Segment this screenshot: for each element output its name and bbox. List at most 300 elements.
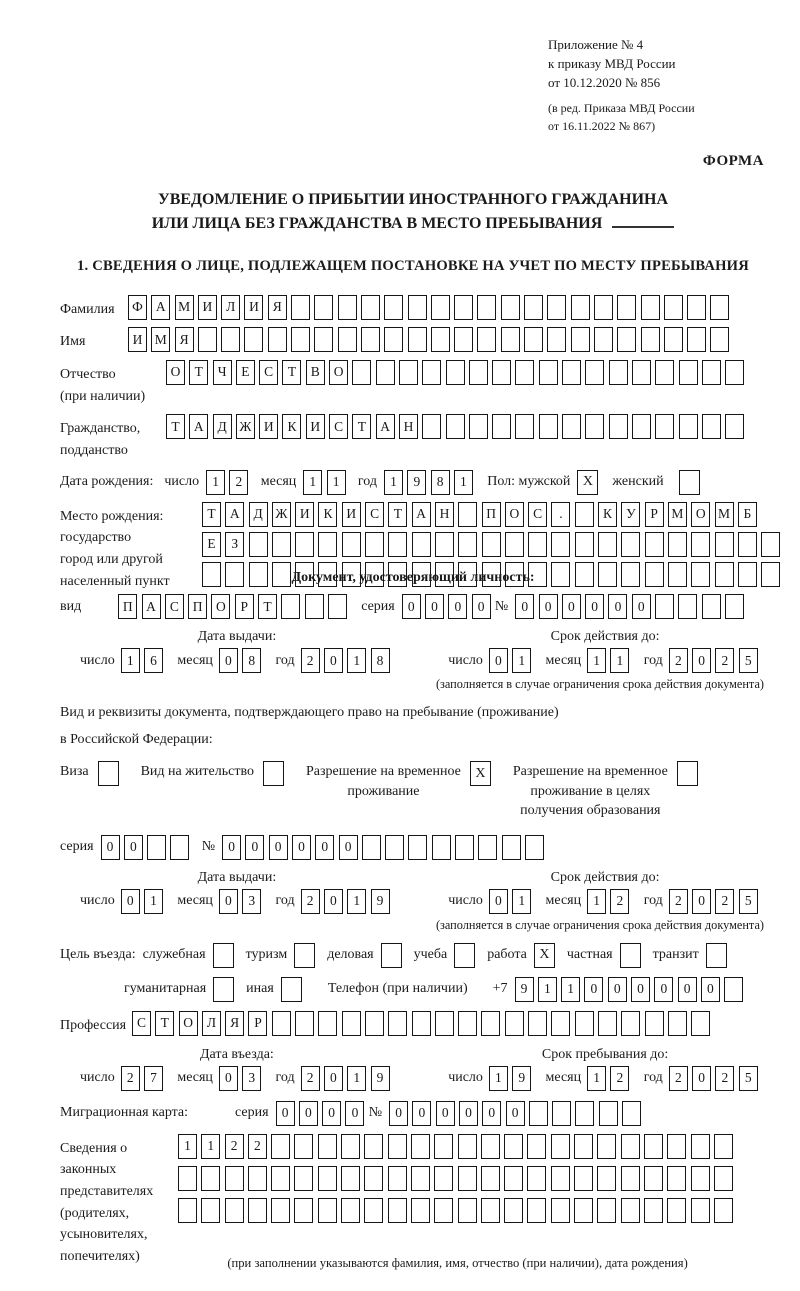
char-cell[interactable]	[469, 414, 488, 439]
char-cell[interactable]: Т	[388, 502, 407, 527]
purpose-study-checkbox[interactable]	[454, 943, 475, 968]
char-cell[interactable]: О	[166, 360, 185, 385]
char-cell[interactable]	[201, 1166, 220, 1191]
char-cell[interactable]: Р	[645, 502, 664, 527]
char-cell[interactable]	[691, 562, 710, 587]
char-cell[interactable]: У	[621, 502, 640, 527]
char-cell[interactable]	[574, 1134, 593, 1159]
char-cell[interactable]	[492, 414, 511, 439]
char-cell[interactable]	[668, 562, 687, 587]
char-cell[interactable]	[338, 295, 357, 320]
char-cell[interactable]	[388, 1134, 407, 1159]
char-cell[interactable]: 0	[692, 889, 711, 914]
char-cell[interactable]	[362, 835, 381, 860]
char-cell[interactable]: 0	[324, 1066, 343, 1091]
char-cell[interactable]: 1	[347, 648, 366, 673]
char-cell[interactable]	[411, 1198, 430, 1223]
char-cell[interactable]	[364, 1198, 383, 1223]
char-cell[interactable]	[435, 1011, 454, 1036]
char-cell[interactable]: 0	[124, 835, 143, 860]
char-cell[interactable]	[525, 835, 544, 860]
char-cell[interactable]: 2	[715, 889, 734, 914]
char-cell[interactable]: 0	[436, 1101, 455, 1126]
char-cell[interactable]	[412, 1011, 431, 1036]
char-cell[interactable]: Ф	[128, 295, 147, 320]
char-cell[interactable]	[691, 1134, 710, 1159]
char-cell[interactable]: И	[259, 414, 278, 439]
char-cell[interactable]	[551, 1134, 570, 1159]
char-cell[interactable]: С	[259, 360, 278, 385]
char-cell[interactable]	[178, 1198, 197, 1223]
char-cell[interactable]	[221, 327, 240, 352]
char-cell[interactable]: 0	[412, 1101, 431, 1126]
char-cell[interactable]	[621, 532, 640, 557]
char-cell[interactable]	[318, 1198, 337, 1223]
char-cell[interactable]: С	[528, 502, 547, 527]
char-cell[interactable]: 1	[347, 889, 366, 914]
char-cell[interactable]	[271, 1166, 290, 1191]
char-cell[interactable]	[621, 1011, 640, 1036]
char-cell[interactable]	[761, 532, 780, 557]
char-cell[interactable]	[201, 1198, 220, 1223]
char-cell[interactable]: 3	[242, 1066, 261, 1091]
char-cell[interactable]	[388, 1011, 407, 1036]
char-cell[interactable]	[527, 1198, 546, 1223]
char-cell[interactable]	[294, 1198, 313, 1223]
char-cell[interactable]	[714, 1134, 733, 1159]
char-cell[interactable]	[365, 1011, 384, 1036]
char-cell[interactable]	[411, 1166, 430, 1191]
char-cell[interactable]: 1	[206, 470, 225, 495]
char-cell[interactable]	[632, 360, 651, 385]
char-cell[interactable]	[702, 360, 721, 385]
char-cell[interactable]: 0	[425, 594, 444, 619]
char-cell[interactable]: 5	[739, 648, 758, 673]
char-cell[interactable]	[691, 1166, 710, 1191]
char-cell[interactable]: 2	[610, 1066, 629, 1091]
char-cell[interactable]: 0	[632, 594, 651, 619]
char-cell[interactable]	[562, 360, 581, 385]
char-cell[interactable]: 0	[585, 594, 604, 619]
option-temp-residence-checkbox[interactable]: X	[470, 761, 491, 786]
char-cell[interactable]	[641, 327, 660, 352]
char-cell[interactable]	[524, 295, 543, 320]
char-cell[interactable]	[361, 295, 380, 320]
char-cell[interactable]	[271, 1134, 290, 1159]
char-cell[interactable]: 0	[506, 1101, 525, 1126]
char-cell[interactable]	[291, 327, 310, 352]
char-cell[interactable]	[294, 1166, 313, 1191]
char-cell[interactable]: А	[412, 502, 431, 527]
char-cell[interactable]	[551, 562, 570, 587]
char-cell[interactable]: 0	[322, 1101, 341, 1126]
char-cell[interactable]	[501, 327, 520, 352]
char-cell[interactable]: Т	[202, 502, 221, 527]
char-cell[interactable]	[641, 295, 660, 320]
char-cell[interactable]	[431, 327, 450, 352]
char-cell[interactable]	[202, 562, 221, 587]
char-cell[interactable]	[551, 1166, 570, 1191]
char-cell[interactable]	[268, 327, 287, 352]
char-cell[interactable]: 0	[448, 594, 467, 619]
char-cell[interactable]	[225, 1198, 244, 1223]
char-cell[interactable]	[714, 1166, 733, 1191]
char-cell[interactable]: 1	[201, 1134, 220, 1159]
char-cell[interactable]	[458, 532, 477, 557]
char-cell[interactable]	[644, 1166, 663, 1191]
char-cell[interactable]	[376, 360, 395, 385]
char-cell[interactable]	[477, 295, 496, 320]
char-cell[interactable]: Т	[155, 1011, 174, 1036]
char-cell[interactable]: 0	[654, 977, 673, 1002]
char-cell[interactable]: 1	[454, 470, 473, 495]
char-cell[interactable]: Н	[435, 502, 454, 527]
char-cell[interactable]	[539, 360, 558, 385]
char-cell[interactable]: 2	[610, 889, 629, 914]
char-cell[interactable]	[341, 1134, 360, 1159]
char-cell[interactable]: М	[175, 295, 194, 320]
char-cell[interactable]: Л	[221, 295, 240, 320]
char-cell[interactable]	[667, 1198, 686, 1223]
char-cell[interactable]	[248, 1198, 267, 1223]
char-cell[interactable]: 8	[371, 648, 390, 673]
char-cell[interactable]: 0	[402, 594, 421, 619]
char-cell[interactable]	[408, 835, 427, 860]
char-cell[interactable]	[248, 1166, 267, 1191]
purpose-private-checkbox[interactable]	[620, 943, 641, 968]
char-cell[interactable]	[710, 327, 729, 352]
char-cell[interactable]: 0	[631, 977, 650, 1002]
char-cell[interactable]	[655, 594, 674, 619]
char-cell[interactable]	[454, 327, 473, 352]
char-cell[interactable]	[318, 532, 337, 557]
char-cell[interactable]	[609, 414, 628, 439]
char-cell[interactable]	[527, 1166, 546, 1191]
char-cell[interactable]	[385, 835, 404, 860]
char-cell[interactable]: 1	[121, 648, 140, 673]
char-cell[interactable]: 0	[324, 889, 343, 914]
char-cell[interactable]	[342, 1011, 361, 1036]
char-cell[interactable]: 9	[371, 1066, 390, 1091]
char-cell[interactable]: 1	[489, 1066, 508, 1091]
char-cell[interactable]	[364, 1166, 383, 1191]
char-cell[interactable]	[408, 327, 427, 352]
char-cell[interactable]	[715, 562, 734, 587]
char-cell[interactable]	[384, 295, 403, 320]
char-cell[interactable]: 2	[715, 1066, 734, 1091]
char-cell[interactable]	[318, 1011, 337, 1036]
char-cell[interactable]: 1	[327, 470, 346, 495]
char-cell[interactable]: 0	[315, 835, 334, 860]
char-cell[interactable]	[667, 1166, 686, 1191]
char-cell[interactable]: Т	[189, 360, 208, 385]
char-cell[interactable]: О	[505, 502, 524, 527]
char-cell[interactable]	[528, 1011, 547, 1036]
char-cell[interactable]: 0	[276, 1101, 295, 1126]
char-cell[interactable]: 8	[431, 470, 450, 495]
char-cell[interactable]: 1	[561, 977, 580, 1002]
char-cell[interactable]	[225, 562, 244, 587]
char-cell[interactable]	[481, 1134, 500, 1159]
char-cell[interactable]: Я	[225, 1011, 244, 1036]
char-cell[interactable]	[524, 327, 543, 352]
char-cell[interactable]	[645, 532, 664, 557]
char-cell[interactable]: С	[132, 1011, 151, 1036]
char-cell[interactable]: К	[318, 502, 337, 527]
char-cell[interactable]: 0	[608, 594, 627, 619]
char-cell[interactable]: 0	[219, 648, 238, 673]
char-cell[interactable]: 0	[324, 648, 343, 673]
char-cell[interactable]	[408, 295, 427, 320]
char-cell[interactable]	[575, 1011, 594, 1036]
char-cell[interactable]	[435, 532, 454, 557]
char-cell[interactable]	[502, 835, 521, 860]
char-cell[interactable]	[645, 562, 664, 587]
char-cell[interactable]: П	[118, 594, 137, 619]
char-cell[interactable]: 0	[292, 835, 311, 860]
char-cell[interactable]	[455, 835, 474, 860]
char-cell[interactable]: 1	[303, 470, 322, 495]
char-cell[interactable]	[411, 1134, 430, 1159]
char-cell[interactable]: В	[306, 360, 325, 385]
char-cell[interactable]	[621, 562, 640, 587]
char-cell[interactable]: 2	[225, 1134, 244, 1159]
char-cell[interactable]: П	[188, 594, 207, 619]
char-cell[interactable]: 0	[222, 835, 241, 860]
char-cell[interactable]	[271, 1198, 290, 1223]
purpose-work-checkbox[interactable]: X	[534, 943, 555, 968]
char-cell[interactable]: А	[376, 414, 395, 439]
char-cell[interactable]: 0	[701, 977, 720, 1002]
char-cell[interactable]: И	[244, 295, 263, 320]
char-cell[interactable]: А	[225, 502, 244, 527]
char-cell[interactable]: Н	[399, 414, 418, 439]
char-cell[interactable]: 9	[515, 977, 534, 1002]
char-cell[interactable]: П	[482, 502, 501, 527]
char-cell[interactable]	[597, 1134, 616, 1159]
char-cell[interactable]	[655, 360, 674, 385]
char-cell[interactable]: К	[598, 502, 617, 527]
char-cell[interactable]: 1	[178, 1134, 197, 1159]
char-cell[interactable]	[571, 327, 590, 352]
char-cell[interactable]	[432, 835, 451, 860]
char-cell[interactable]	[477, 327, 496, 352]
char-cell[interactable]: 7	[144, 1066, 163, 1091]
char-cell[interactable]: Д	[213, 414, 232, 439]
char-cell[interactable]	[594, 327, 613, 352]
char-cell[interactable]: 9	[371, 889, 390, 914]
char-cell[interactable]	[655, 414, 674, 439]
char-cell[interactable]	[314, 295, 333, 320]
char-cell[interactable]	[365, 532, 384, 557]
char-cell[interactable]	[478, 835, 497, 860]
char-cell[interactable]	[388, 1166, 407, 1191]
char-cell[interactable]	[458, 1011, 477, 1036]
char-cell[interactable]: 5	[739, 1066, 758, 1091]
char-cell[interactable]: 0	[515, 594, 534, 619]
char-cell[interactable]: 0	[269, 835, 288, 860]
char-cell[interactable]: 0	[562, 594, 581, 619]
char-cell[interactable]: О	[211, 594, 230, 619]
char-cell[interactable]	[585, 414, 604, 439]
char-cell[interactable]	[609, 360, 628, 385]
char-cell[interactable]	[691, 1011, 710, 1036]
char-cell[interactable]: Ж	[236, 414, 255, 439]
sex-male-checkbox[interactable]: X	[577, 470, 598, 495]
char-cell[interactable]	[481, 1011, 500, 1036]
char-cell[interactable]: Б	[738, 502, 757, 527]
char-cell[interactable]: 1	[538, 977, 557, 1002]
char-cell[interactable]: 1	[512, 648, 531, 673]
char-cell[interactable]: 0	[219, 1066, 238, 1091]
char-cell[interactable]	[295, 1011, 314, 1036]
char-cell[interactable]	[724, 977, 743, 1002]
char-cell[interactable]	[710, 295, 729, 320]
char-cell[interactable]: 0	[101, 835, 120, 860]
char-cell[interactable]	[272, 1011, 291, 1036]
purpose-official-checkbox[interactable]	[213, 943, 234, 968]
char-cell[interactable]: А	[189, 414, 208, 439]
char-cell[interactable]: 2	[669, 889, 688, 914]
char-cell[interactable]	[551, 1011, 570, 1036]
char-cell[interactable]: А	[142, 594, 161, 619]
char-cell[interactable]	[539, 414, 558, 439]
char-cell[interactable]	[644, 1134, 663, 1159]
char-cell[interactable]	[738, 532, 757, 557]
char-cell[interactable]: И	[295, 502, 314, 527]
char-cell[interactable]	[352, 360, 371, 385]
char-cell[interactable]: 0	[245, 835, 264, 860]
purpose-other-checkbox[interactable]	[281, 977, 302, 1002]
char-cell[interactable]	[702, 414, 721, 439]
char-cell[interactable]: 2	[121, 1066, 140, 1091]
char-cell[interactable]: 9	[512, 1066, 531, 1091]
char-cell[interactable]	[687, 295, 706, 320]
char-cell[interactable]: 2	[715, 648, 734, 673]
char-cell[interactable]	[361, 327, 380, 352]
char-cell[interactable]: А	[151, 295, 170, 320]
char-cell[interactable]	[575, 532, 594, 557]
purpose-transit-checkbox[interactable]	[706, 943, 727, 968]
char-cell[interactable]: Т	[258, 594, 277, 619]
char-cell[interactable]	[481, 1198, 500, 1223]
char-cell[interactable]	[621, 1166, 640, 1191]
char-cell[interactable]	[422, 360, 441, 385]
char-cell[interactable]: 0	[489, 648, 508, 673]
char-cell[interactable]	[598, 562, 617, 587]
char-cell[interactable]	[295, 532, 314, 557]
char-cell[interactable]	[291, 295, 310, 320]
char-cell[interactable]: С	[329, 414, 348, 439]
char-cell[interactable]: О	[691, 502, 710, 527]
char-cell[interactable]	[664, 295, 683, 320]
char-cell[interactable]	[575, 562, 594, 587]
char-cell[interactable]: .	[551, 502, 570, 527]
char-cell[interactable]: 0	[339, 835, 358, 860]
char-cell[interactable]	[715, 532, 734, 557]
char-cell[interactable]: 2	[229, 470, 248, 495]
char-cell[interactable]: 0	[299, 1101, 318, 1126]
char-cell[interactable]: 6	[144, 648, 163, 673]
char-cell[interactable]: 3	[242, 889, 261, 914]
char-cell[interactable]: 0	[389, 1101, 408, 1126]
char-cell[interactable]: 5	[739, 889, 758, 914]
char-cell[interactable]	[679, 360, 698, 385]
char-cell[interactable]	[622, 1101, 641, 1126]
char-cell[interactable]	[482, 532, 501, 557]
char-cell[interactable]	[244, 327, 263, 352]
char-cell[interactable]	[446, 360, 465, 385]
char-cell[interactable]	[431, 295, 450, 320]
char-cell[interactable]: 1	[144, 889, 163, 914]
char-cell[interactable]	[342, 532, 361, 557]
char-cell[interactable]	[621, 1198, 640, 1223]
char-cell[interactable]: 0	[692, 648, 711, 673]
char-cell[interactable]	[562, 414, 581, 439]
char-cell[interactable]	[272, 562, 291, 587]
char-cell[interactable]: И	[128, 327, 147, 352]
char-cell[interactable]	[691, 532, 710, 557]
char-cell[interactable]	[454, 295, 473, 320]
char-cell[interactable]: О	[329, 360, 348, 385]
char-cell[interactable]: С	[165, 594, 184, 619]
char-cell[interactable]: Е	[236, 360, 255, 385]
char-cell[interactable]: Д	[249, 502, 268, 527]
char-cell[interactable]	[504, 1198, 523, 1223]
char-cell[interactable]	[515, 414, 534, 439]
char-cell[interactable]: С	[365, 502, 384, 527]
char-cell[interactable]	[492, 360, 511, 385]
char-cell[interactable]: М	[715, 502, 734, 527]
char-cell[interactable]: 0	[121, 889, 140, 914]
char-cell[interactable]	[458, 1166, 477, 1191]
char-cell[interactable]	[505, 1011, 524, 1036]
char-cell[interactable]	[469, 360, 488, 385]
purpose-business-checkbox[interactable]	[381, 943, 402, 968]
char-cell[interactable]	[714, 1198, 733, 1223]
char-cell[interactable]	[644, 1198, 663, 1223]
char-cell[interactable]: Р	[248, 1011, 267, 1036]
char-cell[interactable]: И	[198, 295, 217, 320]
char-cell[interactable]	[147, 835, 166, 860]
char-cell[interactable]: 0	[608, 977, 627, 1002]
char-cell[interactable]	[645, 1011, 664, 1036]
char-cell[interactable]: 2	[248, 1134, 267, 1159]
char-cell[interactable]: Р	[235, 594, 254, 619]
option-visa-checkbox[interactable]	[98, 761, 119, 786]
char-cell[interactable]	[598, 1011, 617, 1036]
char-cell[interactable]	[249, 532, 268, 557]
char-cell[interactable]	[547, 295, 566, 320]
char-cell[interactable]	[552, 1101, 571, 1126]
char-cell[interactable]: 2	[301, 648, 320, 673]
char-cell[interactable]	[725, 594, 744, 619]
char-cell[interactable]: Ж	[272, 502, 291, 527]
char-cell[interactable]: 0	[472, 594, 491, 619]
char-cell[interactable]: 9	[407, 470, 426, 495]
char-cell[interactable]	[599, 1101, 618, 1126]
char-cell[interactable]	[458, 1198, 477, 1223]
char-cell[interactable]	[668, 532, 687, 557]
char-cell[interactable]: Ч	[213, 360, 232, 385]
char-cell[interactable]: 2	[669, 648, 688, 673]
char-cell[interactable]	[678, 594, 697, 619]
char-cell[interactable]: Л	[202, 1011, 221, 1036]
char-cell[interactable]	[170, 835, 189, 860]
char-cell[interactable]	[318, 1134, 337, 1159]
char-cell[interactable]: Т	[166, 414, 185, 439]
char-cell[interactable]	[412, 532, 431, 557]
